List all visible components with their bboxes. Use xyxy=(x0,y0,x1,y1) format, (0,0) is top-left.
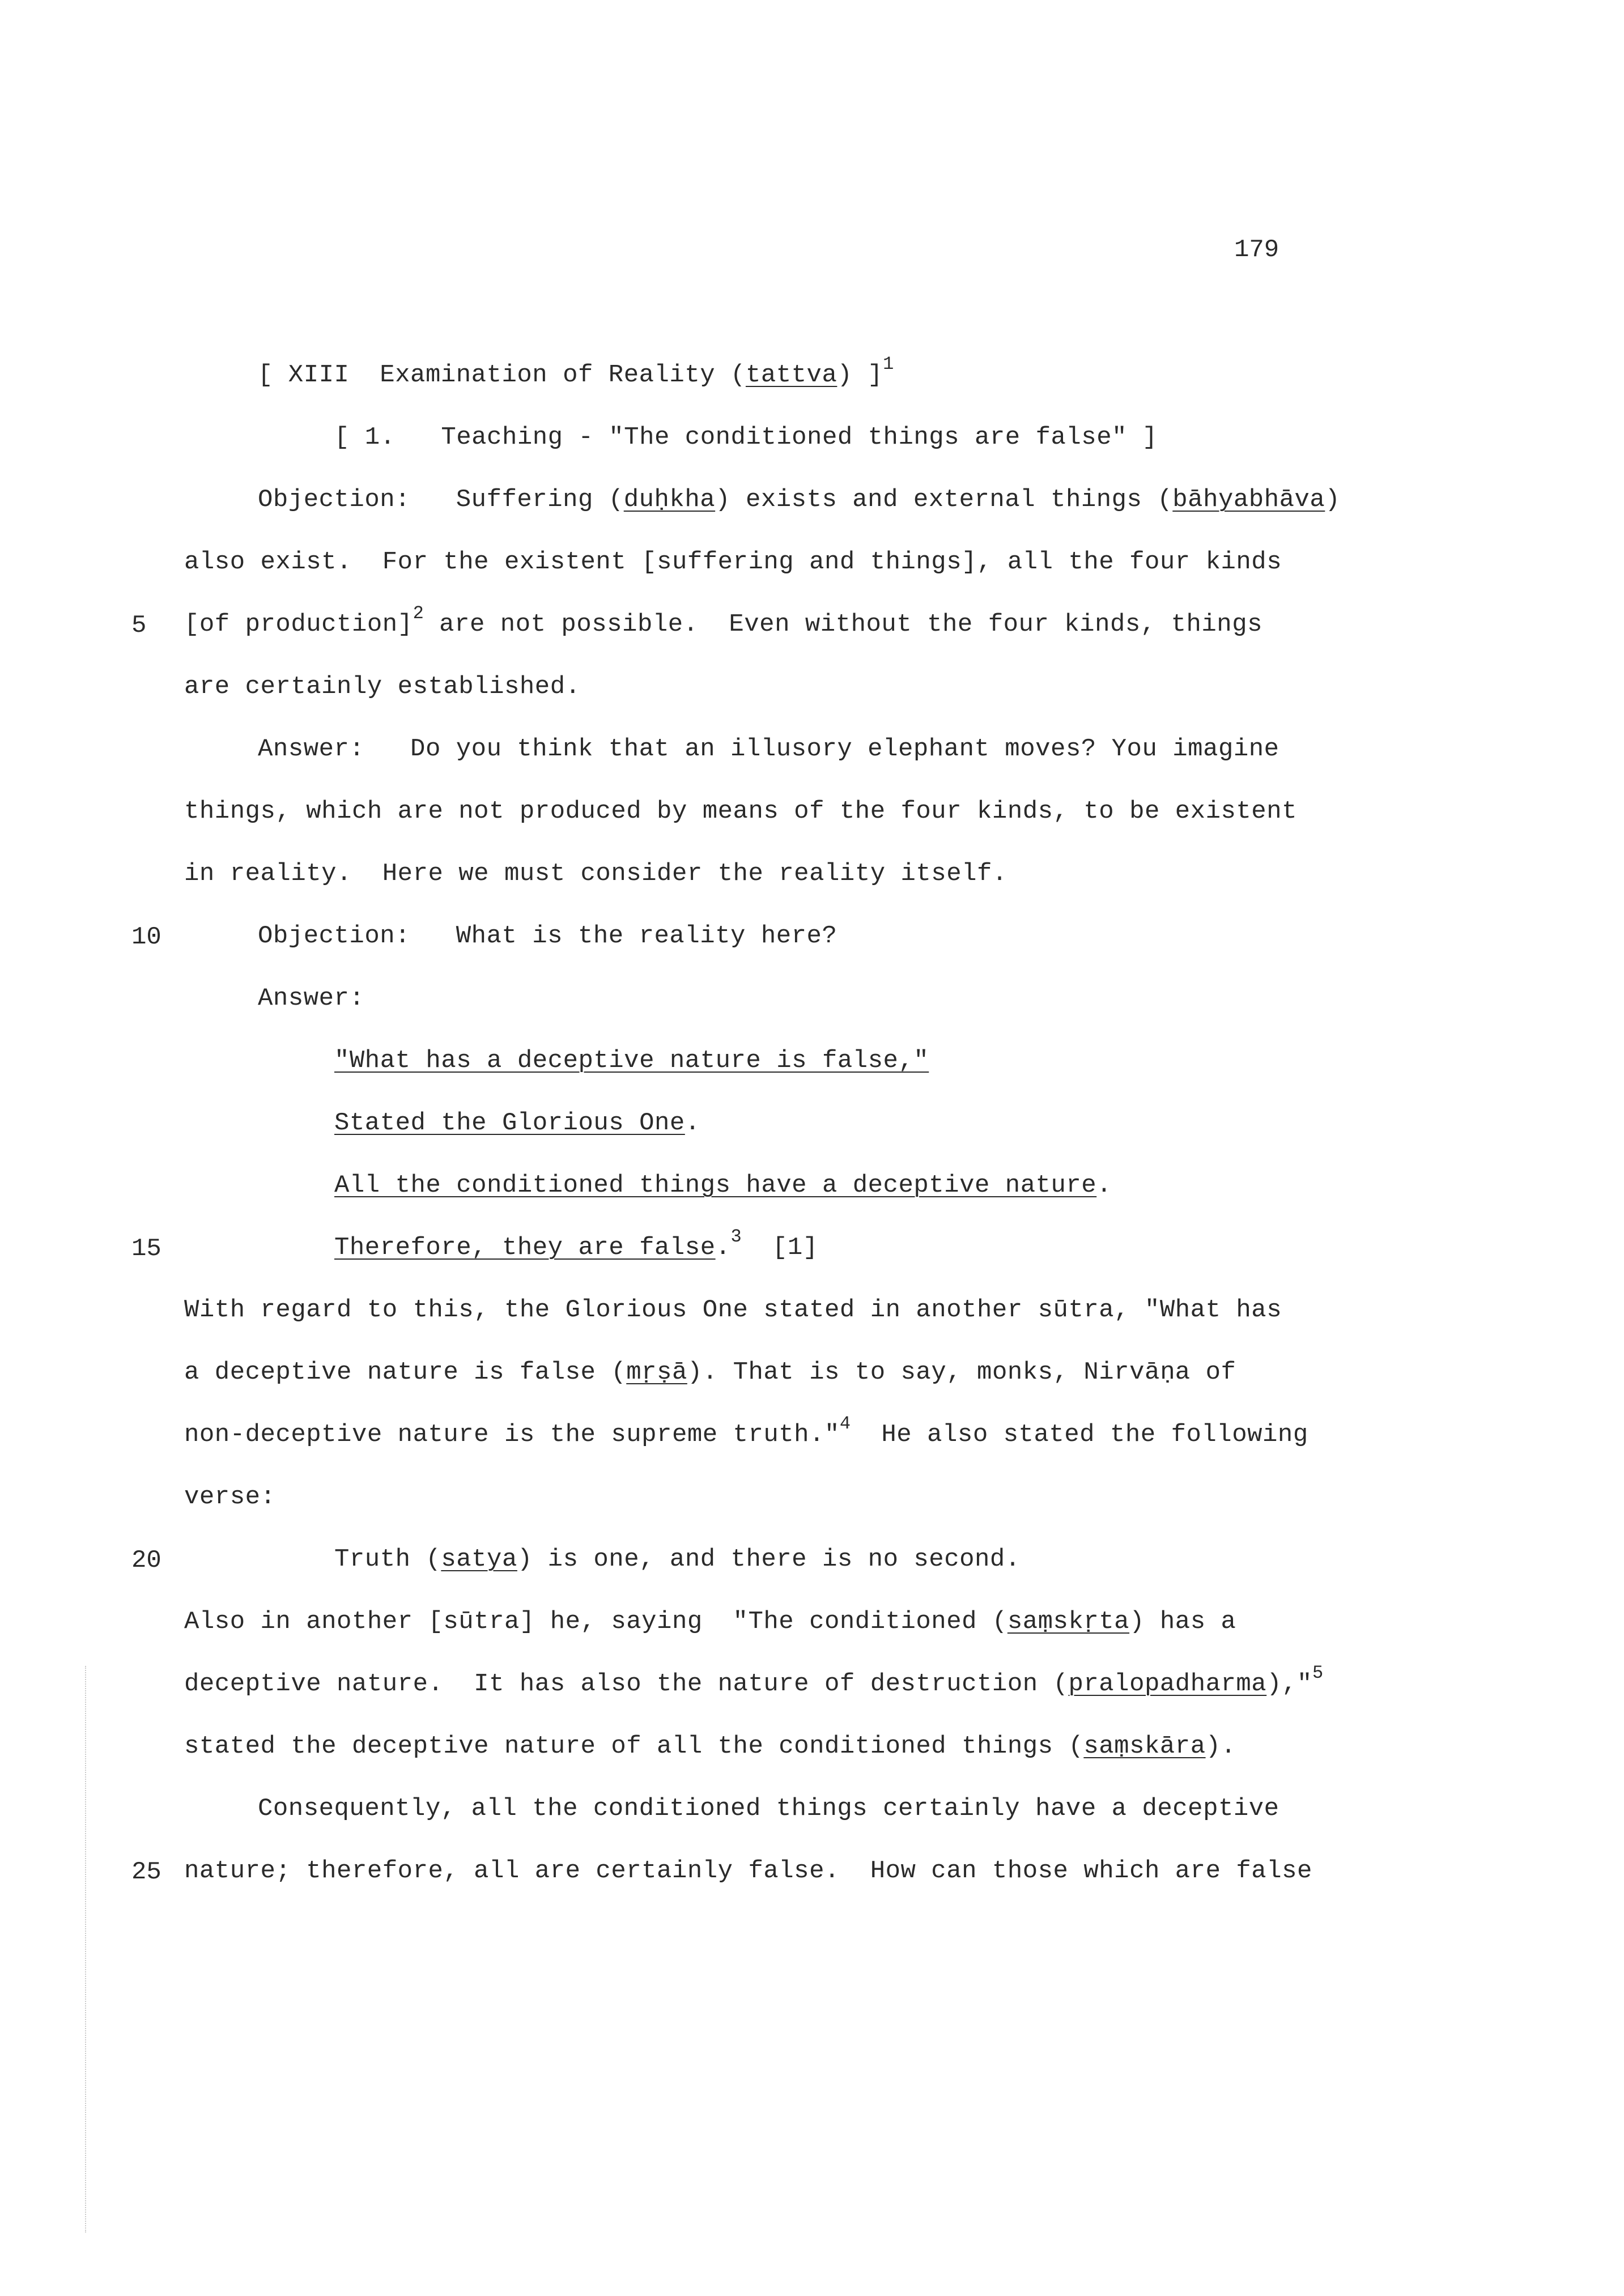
term-samskrta: saṃskṛta xyxy=(1007,1608,1130,1636)
page-number: 179 xyxy=(1234,236,1279,264)
footnote-ref-2: 2 xyxy=(413,603,424,624)
heading-term: tattva xyxy=(745,361,837,389)
margin-dotted-rule xyxy=(85,1666,88,2233)
text-line-16: deceptive nature. It has also the nature of destruction (pralopadharma),"$^5$ xyxy=(184,1663,1324,1698)
footnote-ref-4: 4 xyxy=(839,1413,851,1434)
line-number-5: 5 xyxy=(131,611,147,640)
text-line-12: non-deceptive nature is the supreme truth."$^4$ He also stated the following xyxy=(184,1413,1308,1449)
text-line-14: Truth (satya) is one, and there is no second. xyxy=(334,1545,1021,1574)
term-mrsa: mṛṣā xyxy=(626,1358,687,1387)
text-line-15: Also in another [sūtra] he, saying "The conditioned (saṃskṛta) has a xyxy=(184,1608,1236,1636)
footnote-ref-3: 3 xyxy=(730,1226,742,1247)
text-line-1: Objection: Suffering (duḥkha) exists and external things (bāhyabhāva) xyxy=(258,486,1341,514)
line-number-15: 15 xyxy=(131,1235,161,1263)
line-number-25: 25 xyxy=(131,1858,161,1886)
term-duhkha: duḥkha xyxy=(623,486,716,514)
text-line-17: stated the deceptive nature of all the conditioned things (saṃskāra). xyxy=(184,1732,1236,1761)
text-line-3: [of production]$^2$ are not possible. Even without the four kinds, things xyxy=(184,603,1263,639)
footnote-ref-1: 1 xyxy=(883,354,894,375)
text-line-7: in reality. Here we must consider the reality itself. xyxy=(184,860,1007,888)
text-line-2: also exist. For the existent [suffering and things], all the four kinds xyxy=(184,548,1282,576)
term-samskara: saṃskāra xyxy=(1083,1732,1206,1761)
term-satya: satya xyxy=(441,1545,517,1574)
text-line-9: Answer: xyxy=(258,984,365,1013)
line-number-20: 20 xyxy=(131,1546,161,1575)
verse-line-4: Therefore, they are false.$^3$ [1] xyxy=(334,1226,818,1262)
footnote-ref-5: 5 xyxy=(1312,1663,1324,1683)
text-line-19: nature; therefore, all are certainly false. How can those which are false xyxy=(184,1857,1312,1885)
text-line-8: Objection: What is the reality here? xyxy=(258,922,837,950)
text-line-5: Answer: Do you think that an illusory elephant moves? You imagine xyxy=(258,735,1279,763)
term-bahyabhava: bāhyabhāva xyxy=(1172,486,1325,514)
verse-line-3: All the conditioned things have a deceptive nature. xyxy=(334,1171,1112,1200)
text-line-4: are certainly established. xyxy=(184,673,581,701)
verse-line-2: Stated the Glorious One. xyxy=(334,1109,700,1137)
line-number-10: 10 xyxy=(131,923,161,951)
section-subheading: [ 1. Teaching - "The conditioned things are false" ] xyxy=(334,423,1158,452)
text-line-18: Consequently, all the conditioned things certainly have a deceptive xyxy=(258,1795,1279,1823)
term-pralopadharma: pralopadharma xyxy=(1068,1670,1267,1698)
chapter-heading: [ XIII Examination of Reality (tattva) ]$^1$ xyxy=(258,354,894,389)
text-line-10: With regard to this, the Glorious One stated in another sūtra, "What has xyxy=(184,1296,1282,1324)
text-line-11: a deceptive nature is false (mṛṣā). That is to say, monks, Nirvāṇa of xyxy=(184,1358,1236,1387)
text-line-6: things, which are not produced by means of the four kinds, to be existent xyxy=(184,797,1298,826)
text-line-13: verse: xyxy=(184,1483,276,1511)
verse-line-1: "What has a deceptive nature is false," xyxy=(334,1047,929,1075)
